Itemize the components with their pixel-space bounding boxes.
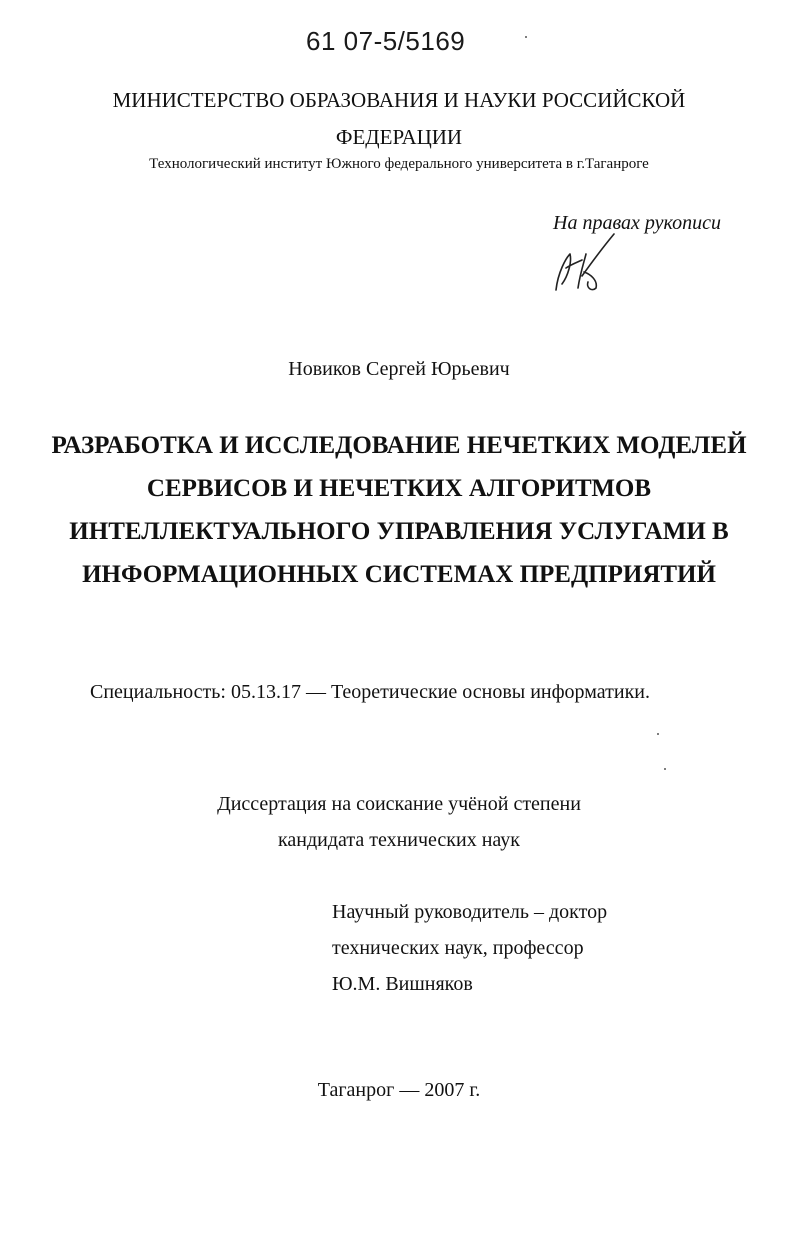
degree-line-2: кандидата технических наук <box>277 829 521 851</box>
title-line-2: СЕРВИСОВ И НЕЧЕТКИХ АЛГОРИТМОВ <box>146 475 652 502</box>
supervisor-line-1: Научный руководитель – доктор <box>332 901 608 923</box>
supervisor-name: Ю.М. Вишняков <box>332 973 473 995</box>
supervisor-block <box>332 894 607 1002</box>
degree-statement <box>0 786 798 858</box>
dissertation-title <box>0 424 798 596</box>
title-line-4: ИНФОРМАЦИОННЫХ СИСТЕМАХ ПРЕДПРИЯТИЙ <box>82 561 716 588</box>
signature-image <box>548 232 618 294</box>
scan-speck <box>664 768 666 770</box>
manuscript-note: На правах рукописи <box>553 212 721 234</box>
institute-name: Технологический институт Южного федерального университета в г.Таганроге <box>149 156 649 172</box>
supervisor-line-2: технических наук, профессор <box>332 937 584 959</box>
ministry-line-2: ФЕДЕРАЦИИ <box>335 125 463 149</box>
title-line-3: ИНТЕЛЛЕКТУАЛЬНОГО УПРАВЛЕНИЯ УСЛУГАМИ В <box>69 518 729 545</box>
degree-line-1: Диссертация на соискание учёной степени <box>217 793 581 815</box>
title-line-1: РАЗРАБОТКА И ИССЛЕДОВАНИЕ НЕЧЕТКИХ МОДЕЛЕЙ <box>51 432 747 459</box>
scan-speck <box>657 733 659 735</box>
ministry-line-1: МИНИСТЕРСТВО ОБРАЗОВАНИЯ И НАУКИ РОССИЙСКОЙ <box>112 88 686 112</box>
ministry-heading <box>0 82 798 156</box>
scan-speck <box>525 36 527 38</box>
city-year: Таганрог — 2007 г. <box>317 1079 481 1101</box>
author-name: Новиков Сергей Юрьевич <box>288 358 510 380</box>
specialty-line: Специальность: 05.13.17 — Теоретические основы информатики. <box>90 681 650 703</box>
document-number: 61 07-5/5169 <box>306 26 466 56</box>
